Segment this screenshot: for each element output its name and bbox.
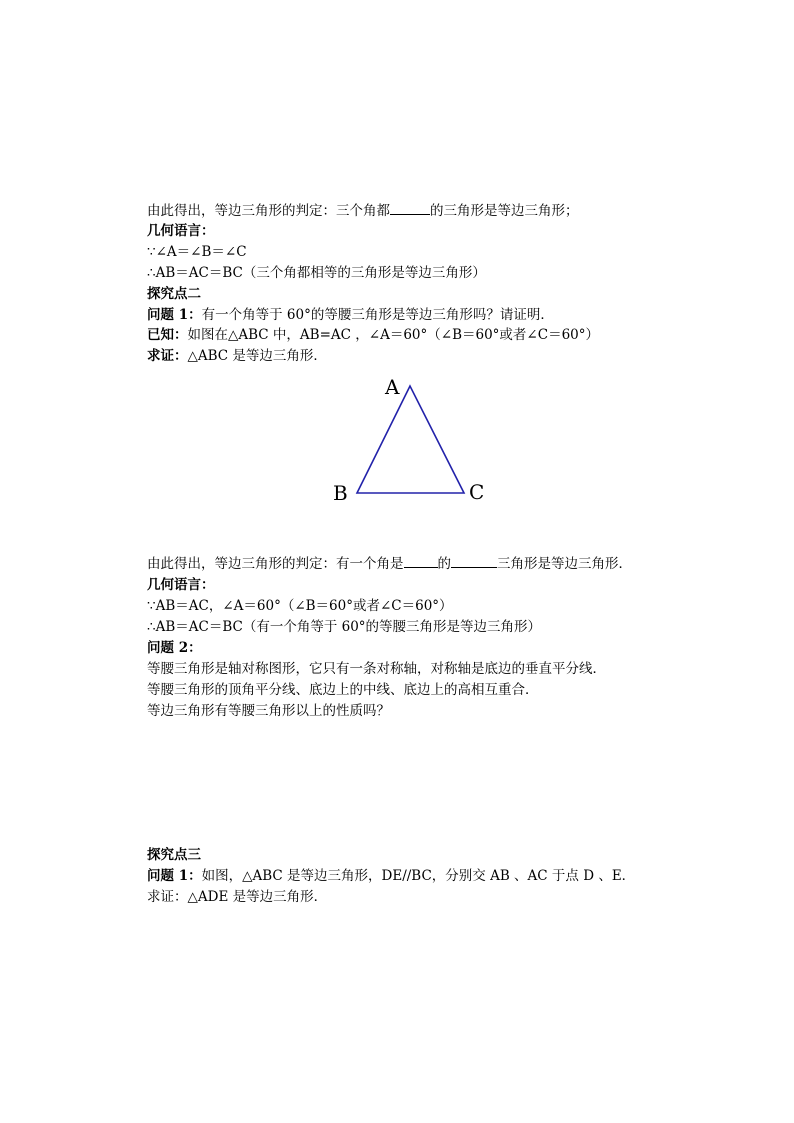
question-2-line-1: 等腰三角形是轴对称图形，它只有一条对称轴，对称轴是底边的垂直平分线． bbox=[147, 661, 606, 677]
section-heading-3: 探究点三 bbox=[147, 847, 201, 863]
triangle-figure bbox=[320, 368, 500, 508]
answer-blank[interactable] bbox=[404, 555, 438, 568]
triangle-svg bbox=[320, 368, 500, 508]
prove-label: 求证： bbox=[147, 348, 188, 364]
prove-text: △ADE 是等边三角形． bbox=[187, 889, 328, 905]
geometry-language-heading: 几何语言： bbox=[147, 223, 215, 239]
because-statement: ∵AB＝AC，∠A＝60°（∠B＝60°或者∠C＝60°） bbox=[147, 598, 453, 614]
question-text: 有一个角等于 60°的等腰三角形是等边三角形吗？请证明． bbox=[201, 307, 554, 323]
conclusion-text-after: 的三角形是等边三角形； bbox=[430, 203, 579, 219]
question-2-label: 问题 2： bbox=[147, 640, 202, 656]
conclusion-one-angle bbox=[147, 555, 632, 573]
therefore-statement: ∴AB＝AC＝BC（有一个角等于 60°的等腰三角形是等边三角形） bbox=[147, 619, 542, 635]
given-label: 已知： bbox=[147, 327, 188, 343]
question-text: 如图，△ABC 是等边三角形，DE//BC，分别交 AB 、AC 于点 D 、E． bbox=[201, 868, 636, 884]
conclusion-part-1: 由此得出，等边三角形的判定：有一个角是 bbox=[147, 556, 404, 572]
therefore-statement: ∴AB＝AC＝BC（三个角都相等的三角形是等边三角形） bbox=[147, 265, 486, 281]
vertex-label-b: B bbox=[333, 481, 348, 505]
question-1-section-3 bbox=[147, 867, 635, 885]
conclusion-text-before: 由此得出，等边三角形的判定：三个角都 bbox=[147, 203, 390, 219]
question-2-line-2: 等腰三角形的顶角平分线、底边上的中线、底边上的高相互重合． bbox=[147, 682, 539, 698]
geometry-language-heading: 几何语言： bbox=[147, 577, 215, 593]
vertex-label-a: A bbox=[385, 375, 400, 399]
conclusion-part-3: 三角形是等边三角形． bbox=[497, 556, 632, 572]
question-label: 问题 1： bbox=[147, 868, 202, 884]
prove-label: 求证： bbox=[147, 889, 188, 905]
answer-blank[interactable] bbox=[390, 202, 430, 215]
given-statement bbox=[147, 326, 599, 344]
question-2-line-3: 等边三角形有等腰三角形以上的性质吗？ bbox=[147, 703, 390, 719]
vertex-label-c: C bbox=[469, 480, 485, 504]
prove-text: △ABC 是等边三角形． bbox=[187, 348, 327, 364]
conclusion-part-2: 的 bbox=[437, 556, 451, 572]
answer-blank[interactable] bbox=[451, 555, 497, 568]
section-heading-2: 探究点二 bbox=[147, 286, 201, 302]
prove-statement-section-3 bbox=[147, 888, 327, 906]
because-statement: ∵∠A＝∠B＝∠C bbox=[147, 244, 247, 260]
given-text: 如图在△ABC 中，AB=AC ，∠A＝60°（∠B＝60°或者∠C＝60°） bbox=[187, 327, 599, 343]
prove-statement bbox=[147, 347, 327, 365]
conclusion-three-angles bbox=[147, 202, 579, 220]
question-1 bbox=[147, 306, 554, 324]
triangle-abc bbox=[357, 386, 464, 493]
question-label: 问题 1： bbox=[147, 307, 202, 323]
